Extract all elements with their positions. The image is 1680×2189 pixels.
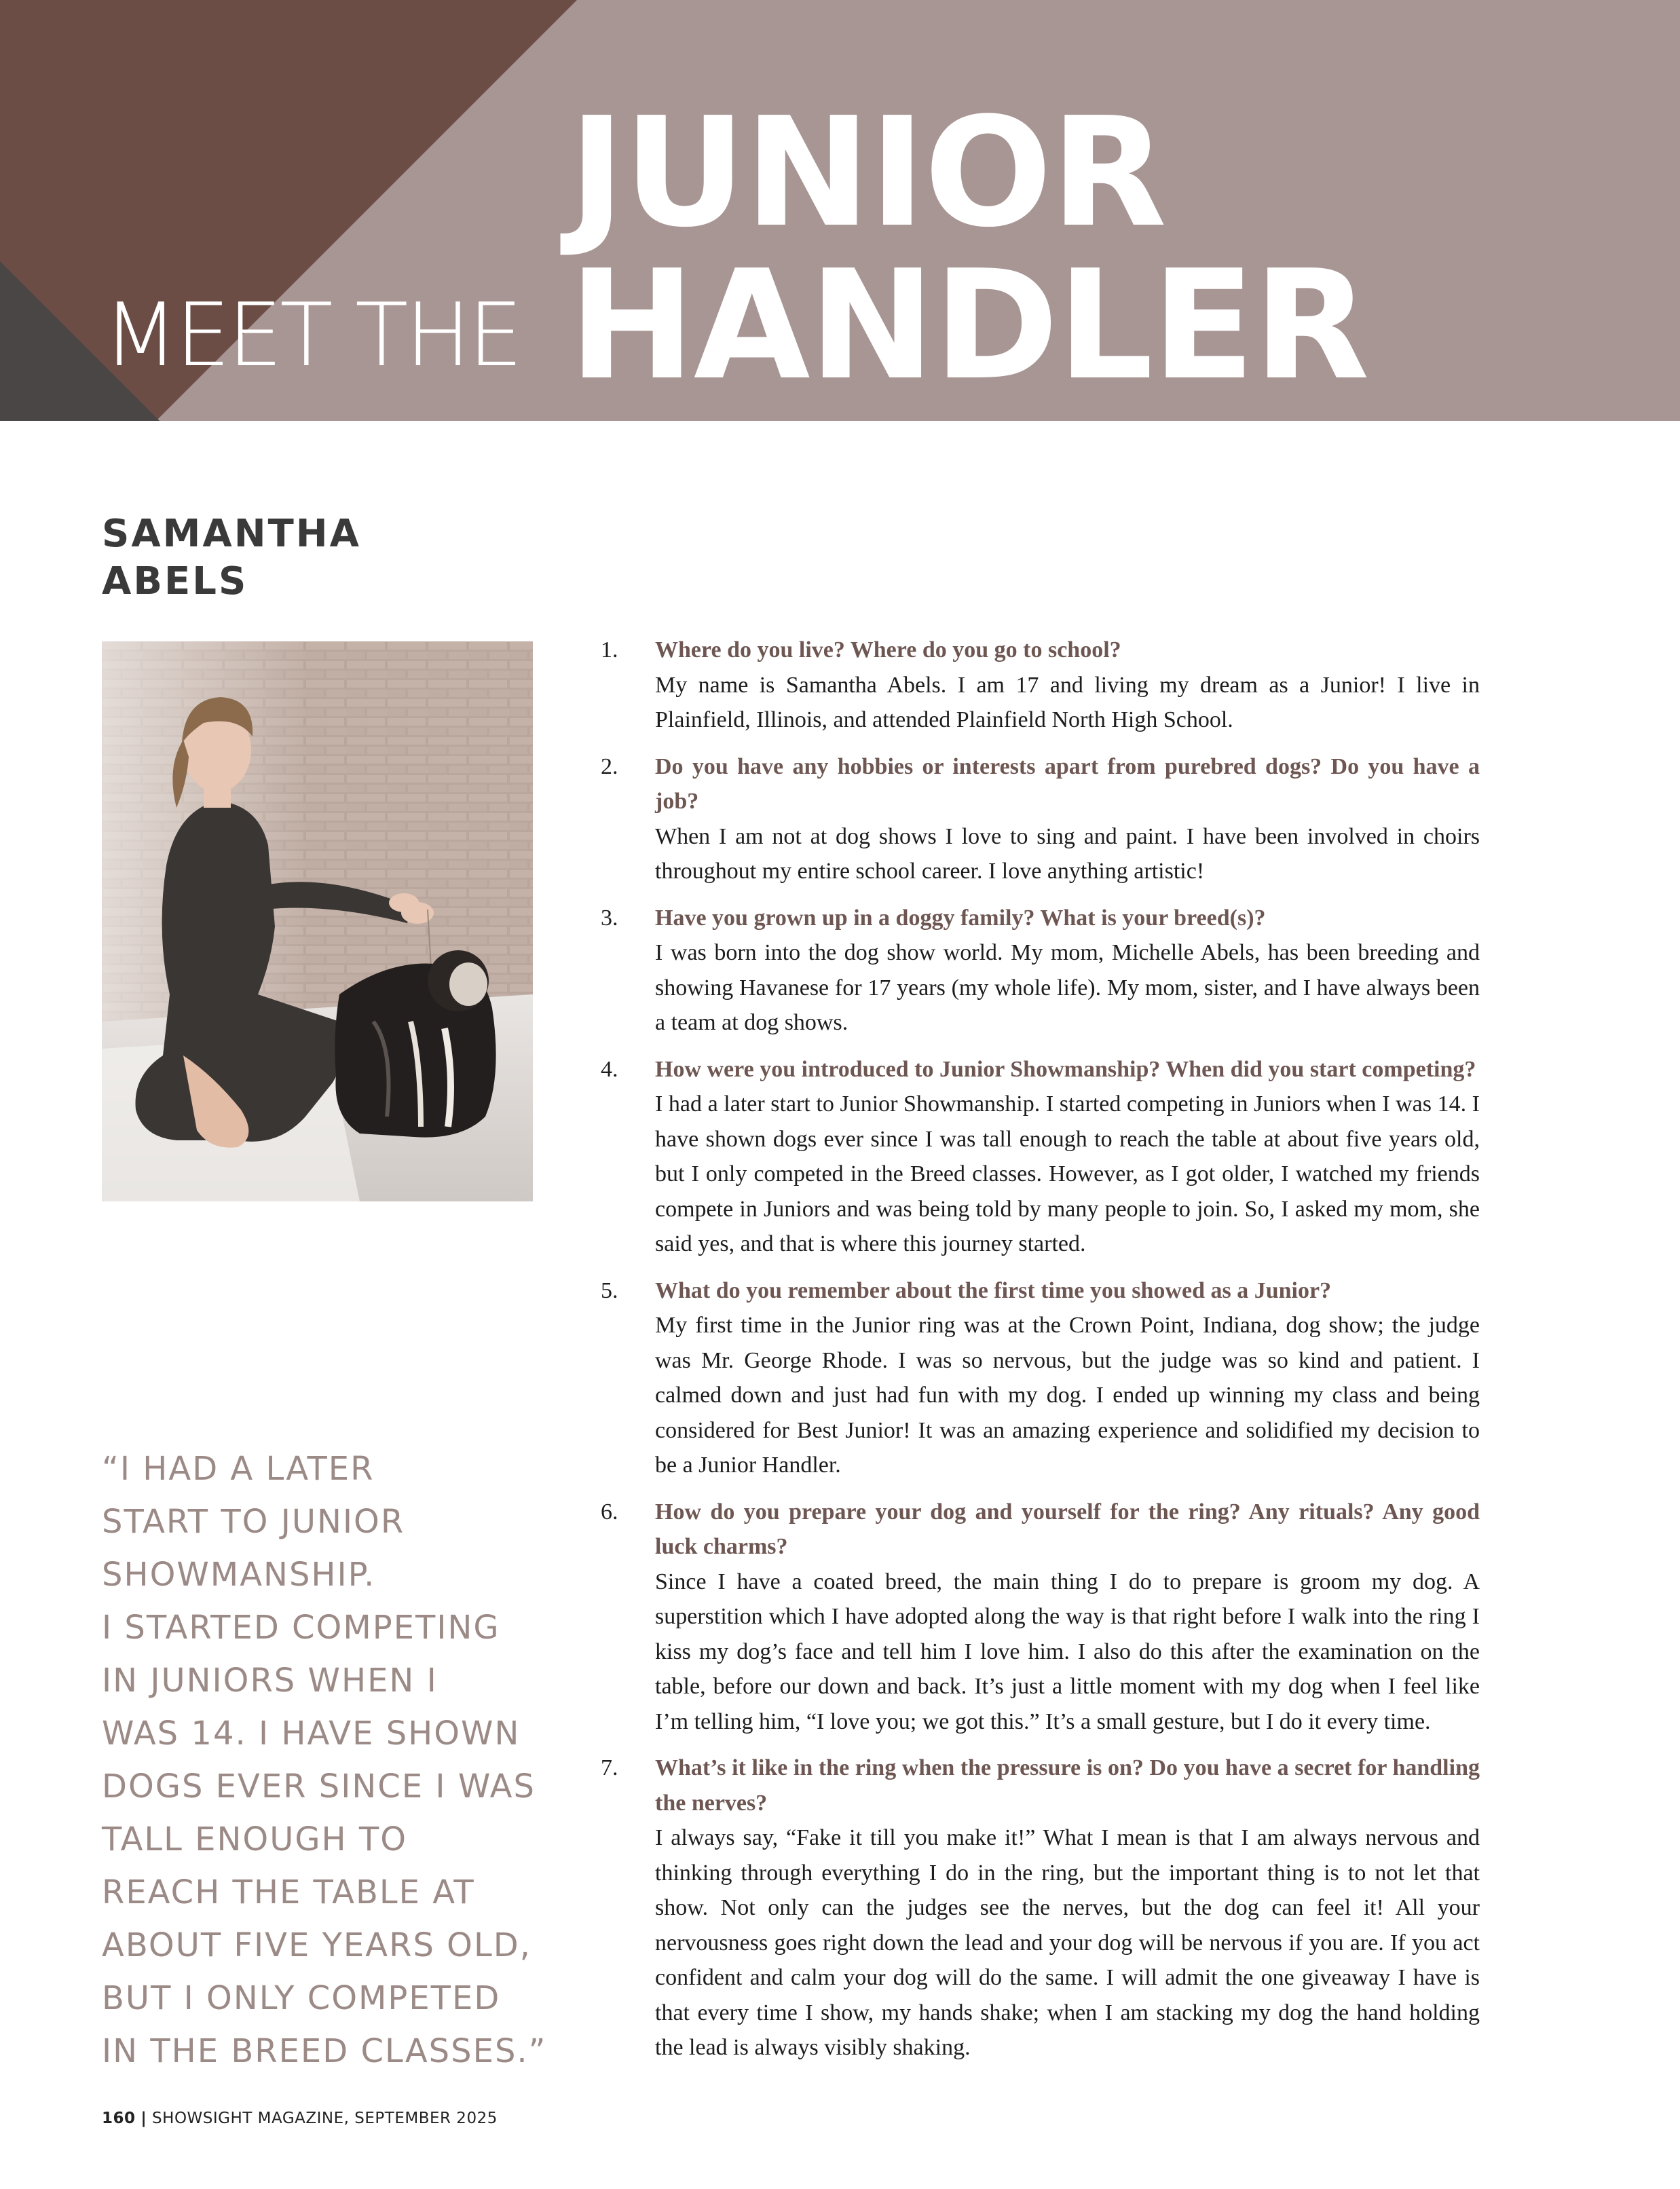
qa-question: What’s it like in the ring when the pressure is on? Do you have a secret for handling the nerves? <box>655 1755 1480 1816</box>
qa-answer: Since I have a coated breed, the main thing I do to prepare is groom my dog. A superstition which I have adopted along the way is that right before I walk into the ring I kiss my dog’s face and tell him I love him. I also do this after the examination on the table, before our down and back. It’s just a little moment with my dog when I feel like I’m telling him, “I love you; we got this.” It’s a small gesture, but I do it every time. <box>655 1569 1480 1734</box>
qa-answer: I was born into the dog show world. My mom, Michelle Abels, has been breeding and showing Havanese for 17 years (my whole life). My mom, sister, and I have always been a team at dog shows. <box>655 940 1480 1035</box>
header-banner <box>0 0 1680 421</box>
handler-with-havanese-photo-icon <box>102 641 533 1201</box>
qa-answer: I always say, “Fake it till you make it!” What I mean is that I am always nervous and thinking through everything I do in the ring, but the important thing is to not let that show. Not only can the judges see the nerves, but the dog can feel it! All your nervousness goes right down the lead and your dog will be nervous if you are. If you act confident and calm your dog will do the same. I will admit the one giveaway I have is that every time I show, my hands shake; when I am stacking my dog the hand holding the lead is always visibly shaking. <box>655 1825 1480 2060</box>
qa-question: Do you have any hobbies or interests apart from purebred dogs? Do you have a job? <box>655 753 1480 814</box>
pull-quote-line: START TO JUNIOR <box>102 1503 405 1541</box>
handler-name <box>102 510 441 605</box>
pull-quote-line: TALL ENOUGH TO <box>102 1820 407 1858</box>
interview-questions <box>597 633 1480 2077</box>
qa-item <box>597 901 1480 1041</box>
qa-question: How were you introduced to Junior Showmanship? When did you start competing? <box>655 1056 1476 1082</box>
qa-question: What do you remember about the first time you showed as a Junior? <box>655 1277 1332 1303</box>
pull-quote <box>102 1442 547 2078</box>
pull-quote-line: BUT I ONLY COMPETED <box>102 1979 501 2017</box>
pull-quote-line: ABOUT FIVE YEARS OLD, <box>102 1926 531 1964</box>
qa-item <box>597 633 1480 738</box>
pull-quote-line: DOGS EVER SINCE I WAS <box>102 1767 536 1806</box>
qa-number: 1. <box>601 637 618 662</box>
qa-number: 5. <box>601 1277 618 1303</box>
qa-answer: My name is Samantha Abels. I am 17 and living my dream as a Junior! I live in Plainfield, Illinois, and attended Plainfield North High School. <box>655 672 1480 732</box>
page-footer <box>102 2110 498 2127</box>
qa-answer: When I am not at dog shows I love to sing and paint. I have been involved in choirs throughout my entire school career. I love anything artistic! <box>655 823 1480 884</box>
pull-quote-line: IN THE BREED CLASSES.” <box>102 2032 547 2070</box>
header-junior: JUNIOR <box>569 86 1165 261</box>
pull-quote-line: REACH THE TABLE AT <box>102 1873 475 1911</box>
qa-number: 7. <box>601 1755 618 1780</box>
pull-quote-line: I STARTED COMPETING <box>102 1609 500 1647</box>
qa-number: 4. <box>601 1056 618 1082</box>
qa-question: Have you grown up in a doggy family? What is your breed(s)? <box>655 905 1266 931</box>
qa-item <box>597 1751 1480 2065</box>
pull-quote-line: “I HAD A LATER <box>102 1450 375 1488</box>
handler-photo <box>102 641 533 1201</box>
qa-item <box>597 1273 1480 1483</box>
header-meet-the: MEET THE <box>103 285 521 386</box>
pull-quote-line: IN JUNIORS WHEN I <box>102 1662 438 1700</box>
qa-number: 6. <box>601 1499 618 1524</box>
pull-quote-line: SHOWMANSHIP. <box>102 1556 376 1594</box>
pull-quote-line: WAS 14. I HAVE SHOWN <box>102 1715 521 1753</box>
qa-item <box>597 1052 1480 1262</box>
footer-separator: | <box>141 2110 147 2127</box>
qa-item <box>597 1495 1480 1740</box>
qa-question: Where do you live? Where do you go to school? <box>655 637 1121 662</box>
handler-first-name: SAMANTHA <box>102 512 362 556</box>
handler-last-name: ABELS <box>102 559 248 603</box>
header-handler: HANDLER <box>569 238 1368 413</box>
qa-answer: My first time in the Junior ring was at the Crown Point, Indiana, dog show; the judge was Mr. George Rhode. I was so nervous, but the judge was so kind and patient. I calmed down and just had fun with my dog. I ended up winning my class and being considered for Best Junior! It was an amazing experience and solidified my decision to be a Junior Handler. <box>655 1313 1480 1478</box>
qa-answer: I had a later start to Junior Showmanship. I started competing in Juniors when I was 14. I have shown dogs ever since I was tall enough to reach the table at about five years old, but I only competed in the Breed classes. However, as I got older, I watched my friends compete in Juniors and was being told by many people to join. So, I asked my mom, she said yes, and that is where this journey started. <box>655 1091 1480 1256</box>
qa-number: 3. <box>601 905 618 931</box>
qa-question: How do you prepare your dog and yourself for the ring? Any rituals? Any good luck charms? <box>655 1499 1480 1559</box>
qa-item <box>597 749 1480 889</box>
qa-number: 2. <box>601 753 618 779</box>
page-number: 160 <box>102 2110 136 2127</box>
publication-name: SHOWSIGHT MAGAZINE, SEPTEMBER 2025 <box>152 2110 498 2127</box>
